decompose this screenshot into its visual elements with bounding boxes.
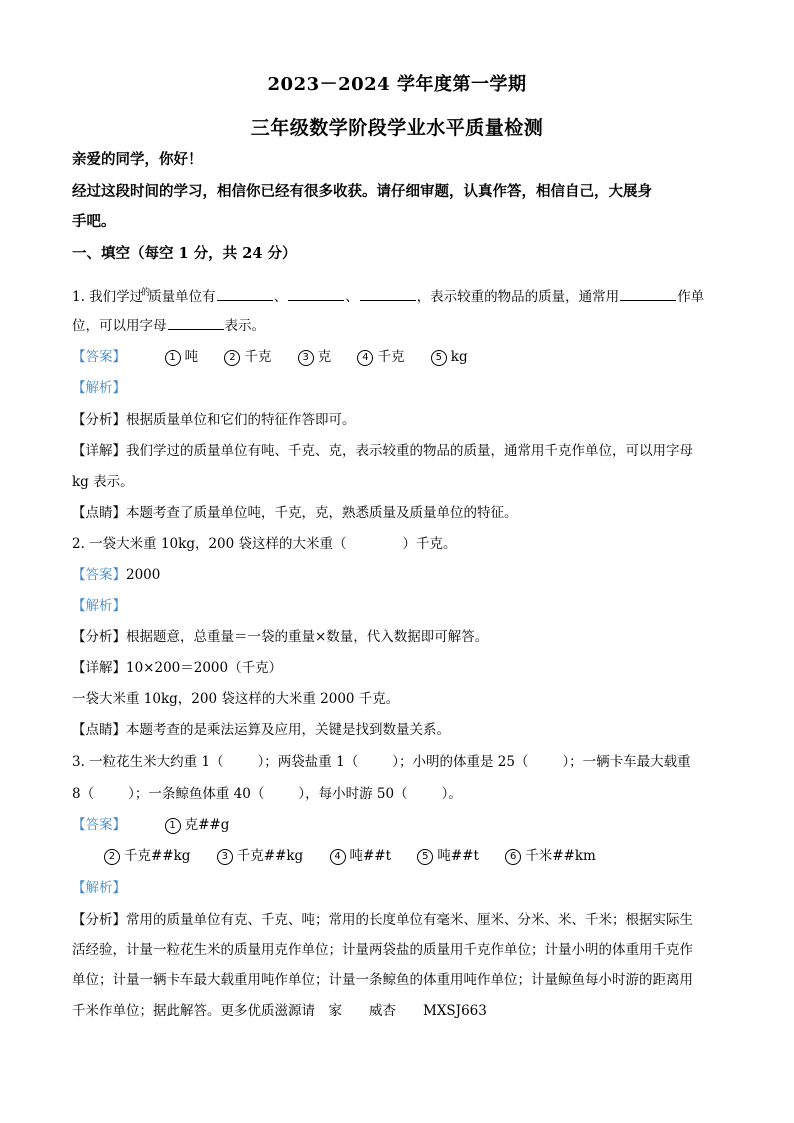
q2-answer: 2000 <box>126 567 161 583</box>
q2-xiangjie <box>72 658 724 678</box>
answer-tag: 【答案】 <box>72 567 126 583</box>
q1-answer-2 <box>224 347 271 367</box>
xiangjie-text: 10×200＝2000（千克） <box>126 660 283 676</box>
q2-answer-row <box>72 565 724 585</box>
section-heading: 一、填空（每空 1 分，共 24 分） <box>72 245 297 262</box>
xiangjie-text: 我们学过的质量单位有吨、千克、克，表示较重的物品的质量，通常用千克作单位，可以用字母 <box>126 443 693 459</box>
q2-text-a: 2. 一袋大米重 10kg，200 袋这样的大米重（ <box>72 536 347 552</box>
circled-number: 2 <box>104 849 120 865</box>
q1-answer-4 <box>357 347 404 367</box>
q3-text: ）；两袋盐重 1（ <box>257 754 359 770</box>
q3-answer-row-1 <box>72 815 724 835</box>
q3-text: ）；一辆卡车最大载重 <box>562 754 691 770</box>
q2-analysis-tag <box>72 596 724 616</box>
q1-separator: 、 <box>273 289 288 305</box>
fenxi-text: 根据质量单位和它们的特征作答即可。 <box>126 412 356 428</box>
q1-xiangjie <box>72 441 724 461</box>
analysis-tag: 【解析】 <box>72 880 126 896</box>
q3-analysis-tag <box>72 878 724 898</box>
question-1-line-1 <box>72 283 724 307</box>
circled-number: 1 <box>165 350 181 366</box>
q3-text: ）；小明的体重是 25（ <box>392 754 529 770</box>
answer-text: 千米##km <box>525 848 596 864</box>
q3-text: ），每小时游 50（ <box>298 786 408 802</box>
answer-text: 千克##kg <box>124 848 191 864</box>
question-1-line-2 <box>72 315 724 336</box>
question-2 <box>72 534 724 554</box>
circled-number: 1 <box>165 818 181 834</box>
q3-text: ）。 <box>441 786 462 802</box>
answer-tag: 【答案】 <box>72 817 126 833</box>
q3-answer-5 <box>417 846 479 866</box>
q3-answer-2 <box>104 846 190 866</box>
greeting-line-2: 经过这段时间的学习，相信你已经有很多收获。请仔细审题，认真作答，相信自己，大展身 <box>72 183 652 200</box>
q2-text-b: ）千克。 <box>402 536 457 552</box>
question-3-line-2 <box>72 784 724 804</box>
q3-answer-4 <box>330 846 392 866</box>
dianjing-text: 本题考查了质量单位吨，千克，克，熟悉质量及质量单位的特征。 <box>126 505 518 521</box>
q1-answer-row <box>72 347 724 367</box>
circled-number: 3 <box>298 350 314 366</box>
q1-answer-5 <box>431 347 468 367</box>
q3-answer-1 <box>165 815 230 835</box>
q3-text: 8（ <box>72 786 95 802</box>
circled-number: 4 <box>357 350 373 366</box>
q1-text-f: 表示。 <box>224 318 265 334</box>
exam-title-subject: 三年级数学阶段学业水平质量检测 <box>250 117 544 139</box>
q1-sup: 的 <box>141 288 151 298</box>
q3-fenxi-4: 千米作单位；据此解答。更多优质滋源请 家 威杏 MXSJ663 <box>72 1003 487 1019</box>
xiangjie-tag: 【详解】 <box>72 443 126 459</box>
answer-text: 吨##t <box>349 848 392 864</box>
q3-text: ）；一条鲸鱼体重 40（ <box>128 786 265 802</box>
dianjing-text: 本题考查的是乘法运算及应用，关键是找到数量关系。 <box>126 722 450 738</box>
answer-blank <box>217 286 273 301</box>
q1-xiangjie-cont: kg 表示。 <box>72 474 134 490</box>
q1-analysis-tag <box>72 378 724 398</box>
dianjing-tag: 【点睛】 <box>72 722 126 738</box>
answer-blank <box>288 286 344 301</box>
answer-text: 千克 <box>244 349 272 365</box>
xiangjie-tag: 【详解】 <box>72 660 126 676</box>
dianjing-tag: 【点睛】 <box>72 505 126 521</box>
q1-text-c: ，表示较重的物品的质量，通常用 <box>416 289 620 305</box>
fenxi-tag: 【分析】 <box>72 412 126 428</box>
answer-text: 千克##kg <box>236 848 304 864</box>
q2-fenxi <box>72 627 724 647</box>
q2-xiangjie-cont: 一袋大米重 10kg，200 袋这样的大米重 2000 千克。 <box>72 691 400 707</box>
q3-answer-3 <box>217 846 303 866</box>
circled-number: 3 <box>217 849 233 865</box>
answer-text: kg <box>450 349 468 365</box>
answer-tag: 【答案】 <box>72 349 126 365</box>
fenxi-text: 常用的质量单位有克、千克、吨；常用的长度单位有毫米、厘米、分米、米、千米；根据实际生 <box>126 912 693 928</box>
greeting-line-3: 手吧。 <box>72 213 116 230</box>
greeting-line-1: 亲爱的同学，你好！ <box>72 151 203 168</box>
answer-text: 克 <box>317 349 332 365</box>
q1-text-e: 位，可以用字母 <box>72 318 167 334</box>
q1-fenxi <box>72 410 724 430</box>
answer-text: 吨 <box>184 349 199 365</box>
answer-blank <box>168 315 224 330</box>
answer-blank <box>620 286 676 301</box>
question-3-line-1 <box>72 752 724 772</box>
circled-number: 2 <box>224 350 240 366</box>
q3-fenxi-1 <box>72 910 724 930</box>
q1-separator: 、 <box>345 289 359 305</box>
q1-dianjing <box>72 503 724 523</box>
q1-text-a: 1. 我们学过 <box>72 289 144 305</box>
q3-fenxi-3: 单位；计量一辆卡车最大载重用吨作单位；计量一条鲸鱼的体重用吨作单位；计量鲸鱼每小时游的距离用 <box>72 972 693 988</box>
circled-number: 5 <box>431 350 447 366</box>
q3-text: 3. 一粒花生米大约重 1（ <box>72 754 224 770</box>
q1-answer-1 <box>165 347 199 367</box>
fenxi-tag: 【分析】 <box>72 629 126 645</box>
q1-answer-3 <box>298 347 332 367</box>
circled-number: 5 <box>417 849 433 865</box>
circled-number: 6 <box>505 849 521 865</box>
fenxi-text: 根据题意，总重量＝一袋的重量×数量，代入数据即可解答。 <box>126 629 489 645</box>
answer-text: 千克 <box>377 349 405 365</box>
answer-text: 吨##t <box>437 848 479 864</box>
q2-dianjing <box>72 720 724 740</box>
q1-text-d: 作单 <box>677 289 705 305</box>
analysis-tag: 【解析】 <box>72 598 126 614</box>
q3-answer-row-2 <box>104 846 756 866</box>
circled-number: 4 <box>330 849 346 865</box>
q3-fenxi-2: 活经验，计量一粒花生米的质量用克作单位；计量两袋盐的质量用千克作单位；计量小明的体重用千克作 <box>72 942 693 958</box>
q3-answer-6 <box>505 846 596 866</box>
q1-text-b: 质量单位有 <box>148 289 216 305</box>
answer-text: 克##g <box>184 817 230 833</box>
answer-blank <box>360 286 416 301</box>
analysis-tag: 【解析】 <box>72 380 126 396</box>
exam-title-year: 2023－2024 学年度第一学期 <box>267 74 527 95</box>
fenxi-tag: 【分析】 <box>72 912 126 928</box>
